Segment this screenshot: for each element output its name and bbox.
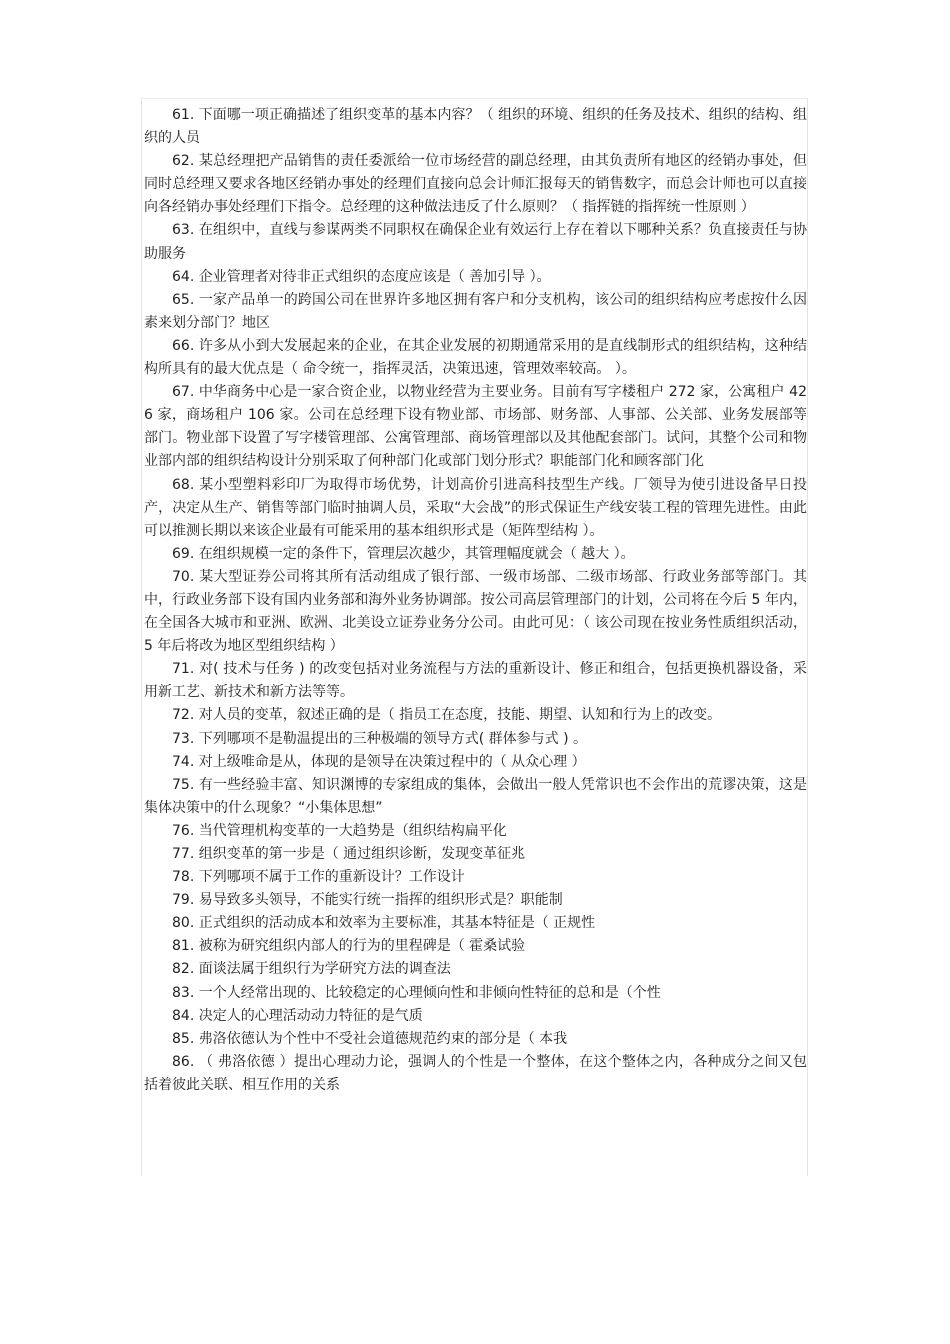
- document-body: [141, 98, 808, 1176]
- question-73: 73. 下列哪项不是勒温提出的三种极端的领导方式( 群体参与式 ) 。: [172, 730, 587, 747]
- question-86: 86. （ 弗洛依德 ）提出心理动力论，强调人的个性是一个整体，在这个整体之内，各种成分之间又包括着彼此关联、相互作用的关系: [144, 1053, 807, 1093]
- question-72: 72. 对人员的变革，叙述正确的是（ 指员工在态度，技能、期望、认知和行为上的改变。: [172, 707, 722, 724]
- question-78: 78. 下列哪项不属于工作的重新设计？工作设计: [172, 869, 465, 886]
- question-65: 65. 一家产品单一的跨国公司在世界许多地区拥有客户和分支机构，该公司的组织结构应考虑按什么因素来划分部门？地区: [144, 291, 807, 331]
- question-83: 83. 一个人经常出现的、比较稳定的心理倾向性和非倾向性特征的总和是（个性: [172, 984, 661, 1001]
- question-84: 84. 决定人的心理活动动力特征的是气质: [172, 1007, 423, 1024]
- question-62: 62. 某总经理把产品销售的责任委派给一位市场经营的副总经理，由其负责所有地区的经销办事处，但同时总经理又要求各地区经销办事处的经理们直接向总会计师汇报每天的销售数字，而总会计师也可以直接向各经销办事处经理们下指令。总经理的这种做法违反了什么原则？（ 指挥链的指挥统一性原则 ）: [144, 153, 807, 216]
- question-81: 81. 被称为研究组织内部人的行为的里程碑是（ 霍桑试验: [172, 938, 526, 955]
- question-79: 79. 易导致多头领导，不能实行统一指挥的组织形式是？职能制: [172, 892, 563, 909]
- question-66: 66. 许多从小到大发展起来的企业，在其企业发展的初期通常采用的是直线制形式的组织结构，这种结构所具有的最大优点是（ 命令统一，指挥灵活，决策迅速，管理效率较高。 ）。: [144, 337, 807, 378]
- question-71: 71. 对( 技术与任务 ) 的改变包括对业务流程与方法的重新设计、修正和组合，包括更换机器设备，采用新工艺、新技术和新方法等等。: [144, 661, 807, 701]
- question-63: 63. 在组织中，直线与参谋两类不同职权在确保企业有效运行上存在着以下哪种关系？负直接责任与协助服务: [144, 222, 807, 262]
- question-70: 70. 某大型证券公司将其所有活动组成了银行部、一级市场部、二级市场部、行政业务部等部门。其中，行政业务部下设有国内业务部和海外业务协调部。按公司高层管理部门的计划，公司将在今后 5 年内，在全国各大城市和亚洲、欧洲、北美设立证券业务分公司。由此可见：（ 该公司现在按业务性质组织活动，5 年后将改为地区型组织结构 ）: [144, 568, 807, 655]
- question-67: 67. 中华商务中心是一家合资企业，以物业经营为主要业务。目前有写字楼租户 272 家，公寓租户 426 家，商场租户 106 家。公司在总经理下设有物业部、市场部、财务部、人事部、公关部、业务发展部等部门。物业部下设置了写字楼管理部、公寓管理部、商场管理部以及其他配套部门。试问，其整个公司和物业部内部的组织结构设计分别采取了何种部门化或部门划分形式？职能部门化和顾客部门化: [144, 384, 807, 470]
- question-82: 82. 面谈法属于组织行为学研究方法的调查法: [172, 961, 451, 978]
- question-85: 85. 弗洛依德认为个性中不受社会道德规范约束的部分是（ 本我: [172, 1030, 568, 1047]
- question-75: 75. 有一些经验丰富、知识渊博的专家组成的集体，会做出一般人凭常识也不会作出的荒谬决策，这是集体决策中的什么现象？“小集体思想”: [144, 776, 807, 816]
- question-61: 61. 下面哪一项正确描述了组织变革的基本内容？（ 组织的环境、组织的任务及技术、组织的结构、组织的人员: [144, 107, 807, 147]
- question-80: 80. 正式组织的活动成本和效率为主要标准，其基本特征是（ 正规性: [172, 915, 596, 932]
- question-77: 77. 组织变革的第一步是（ 通过组织诊断，发现变革征兆: [172, 846, 526, 862]
- question-69: 69. 在组织规模一定的条件下，管理层次越少，其管理幅度就会（ 越大 ）。: [172, 545, 635, 562]
- question-76: 76. 当代管理机构变革的一大趋势是（组织结构扁平化: [172, 822, 507, 839]
- question-74: 74. 对上级唯命是从，体现的是领导在决策过程中的（ 从众心理 ）: [172, 753, 586, 770]
- question-64: 64. 企业管理者对待非正式组织的态度应该是（ 善加引导 ）。: [172, 268, 551, 285]
- question-68: 68. 某小型塑料彩印厂为取得市场优势，计划高价引进高科技型生产线。厂领导为使引进设备早日投产，决定从生产、销售等部门临时抽调人员，采取“大会战”的形式保证生产线安装工程的管理先进性。由此可以推测长期以来该企业最有可能采用的基本组织形式是（矩阵型结构 ）。: [144, 476, 807, 539]
